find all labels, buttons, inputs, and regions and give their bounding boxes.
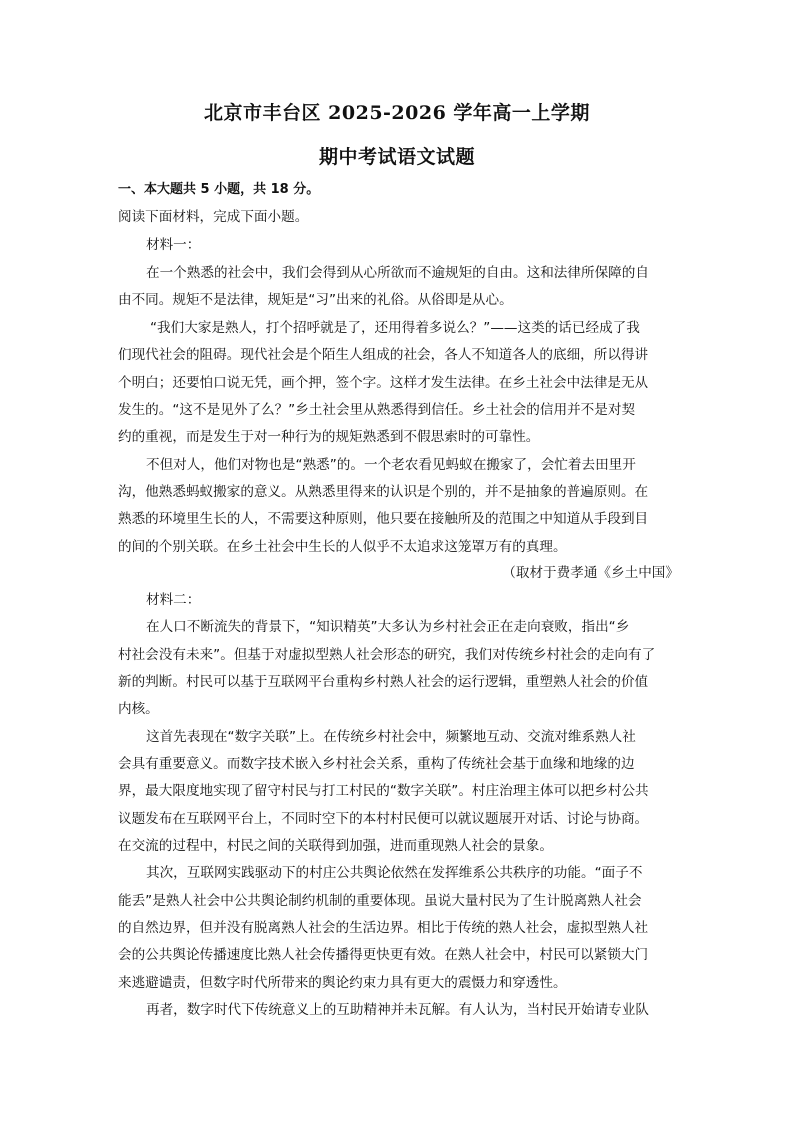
- material1-line: 发生的。“这不是见外了么？”乡土社会里从熟悉得到信任。乡土社会的信用并不是对契: [118, 402, 636, 418]
- title-line-2: 期中考试语文试题: [318, 146, 475, 168]
- material1-line: 在一个熟悉的社会中，我们会得到从心所欲而不逾规矩的自由。这和法律所保障的自: [146, 265, 649, 281]
- material1-line: 们现代社会的阻碍。现代社会是个陌生人组成的社会，各人不知道各人的底细，所以得讲: [118, 347, 649, 363]
- material2-line: 的自然边界，但并没有脱离熟人社会的生活边界。相比于传统的熟人社会，虚拟型熟人社: [118, 920, 649, 936]
- section-heading: 一、本大题共 5 小题，共 18 分。: [118, 182, 320, 197]
- material2-line: 这首先表现在“数字关联”上。在传统乡村社会中，频繁地互动、交流对维系熟人社: [146, 729, 636, 745]
- material1-line: 沟，他熟悉蚂蚁搬家的意义。从熟悉里得来的认识是个别的，并不是抽象的普遍原则。在: [118, 484, 649, 500]
- material1-line: 个明白；还要怕口说无凭，画个押，签个字。这样才发生法律。在乡土社会中法律是无从: [118, 375, 649, 391]
- instruction-text: 阅读下面材料，完成下面小题。: [118, 209, 309, 225]
- material2-line: 再者，数字时代下传统意义上的互助精神并未瓦解。有人认为，当村民开始请专业队: [146, 1002, 649, 1018]
- material1-source: （取材于费孝通《乡土中国》: [502, 565, 679, 581]
- material2-line: 在人口不断流失的背景下，“知识精英”大多认为乡村社会正在走向衰败，指出“乡: [146, 619, 630, 635]
- material2-line: 会具有重要意义。而数字技术嵌入乡村社会关系，重构了传统社会基于血缘和地缘的边: [118, 756, 635, 772]
- material1-line: 由不同。规矩不是法律，规矩是“习”出来的礼俗。从俗即是从心。: [118, 292, 513, 308]
- material1-line: “我们大家是熟人，打个招呼就是了，还用得着多说么？”——这类的话已经成了我: [150, 320, 640, 336]
- material2-line: 来逃避谴责，但数字时代所带来的舆论约束力具有更大的震慑力和穿透性。: [118, 975, 567, 991]
- material1-line: 约的重视，而是发生于对一种行为的规矩熟悉到不假思索时的可靠性。: [118, 429, 540, 445]
- material2-line: 在交流的过程中，村民之间的关联得到加强，进而重现熟人社会的景象。: [118, 838, 553, 854]
- material2-label: 材料二：: [146, 592, 201, 608]
- material1-label: 材料一：: [146, 237, 201, 253]
- material2-line: 其次，互联网实践驱动下的村庄公共舆论依然在发挥维系公共秩序的功能。“面子不: [146, 865, 643, 881]
- material2-line: 议题发布在互联网平台上，不同时空下的本村村民便可以就议题展开对话、讨论与协商。: [118, 811, 649, 827]
- material2-line: 界，最大限度地实现了留守村民与打工村民的“数字关联”。村庄治理主体可以把乡村公共: [118, 783, 649, 799]
- material2-line: 村社会没有未来”。但基于对虚拟型熟人社会形态的研究，我们对传统乡村社会的走向有了: [118, 647, 656, 663]
- title-line-1: 北京市丰台区 2025-2026 学年高一上学期: [204, 102, 590, 124]
- material1-line: 熟悉的环境里生长的人，不需要这种原则，他只要在接触所及的范围之中知道从手段到目: [118, 511, 649, 527]
- material1-line: 不但对人，他们对物也是“熟悉”的。一个老农看见蚂蚁在搬家了，会忙着去田里开: [146, 457, 636, 473]
- material2-line: 会的公共舆论传播速度比熟人社会传播得更快更有效。在熟人社会中，村民可以紧锁大门: [118, 947, 649, 963]
- material2-line: 能丢”是熟人社会中公共舆论制约机制的重要体现。虽说大量村民为了生计脱离熟人社会: [118, 893, 642, 909]
- material2-line: 内核。: [118, 701, 159, 717]
- material1-line: 的间的个别关联。在乡土社会中生长的人似乎不太追求这笼罩万有的真理。: [118, 539, 567, 555]
- material2-line: 新的判断。村民可以基于互联网平台重构乡村熟人社会的运行逻辑，重塑熟人社会的价值: [118, 674, 649, 690]
